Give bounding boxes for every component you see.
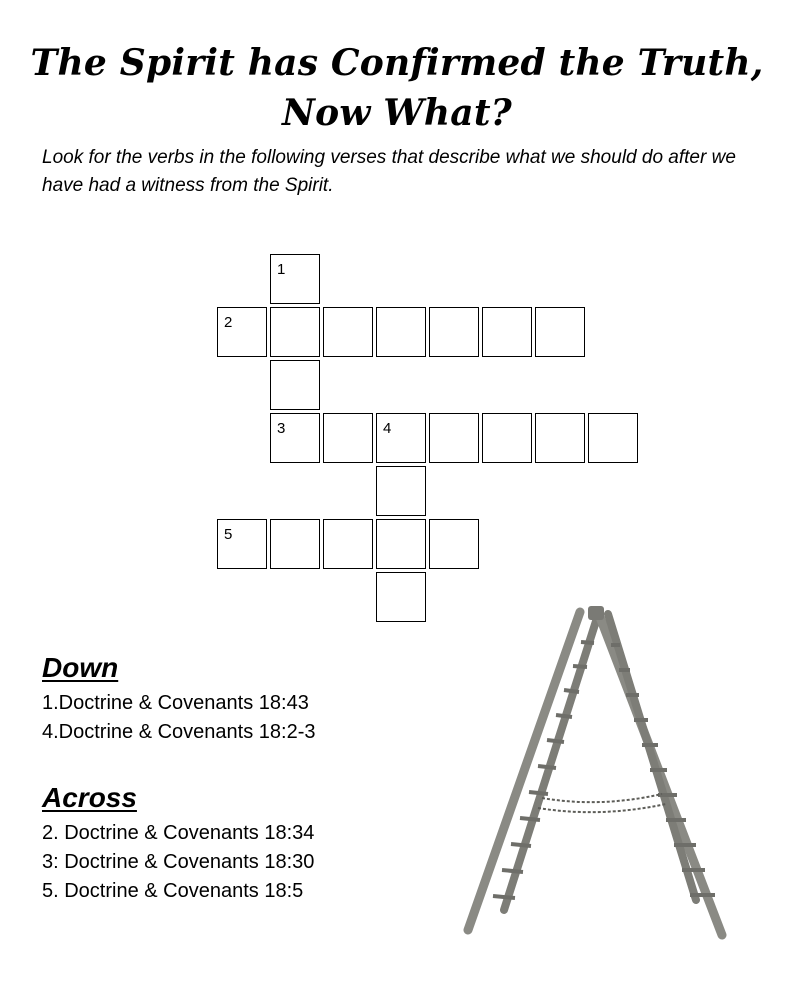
clue-number: 2: [224, 314, 233, 331]
crossword-cell[interactable]: [217, 519, 267, 569]
crossword-cell[interactable]: [376, 307, 426, 357]
crossword-cell[interactable]: [535, 307, 585, 357]
instructions: [42, 144, 762, 200]
crossword-cell[interactable]: [323, 413, 373, 463]
crossword-cell[interactable]: [535, 413, 585, 463]
crossword-cell[interactable]: [588, 413, 638, 463]
crossword-cell[interactable]: [270, 254, 320, 304]
page-title: [0, 38, 794, 138]
title-line-2: Now What?: [282, 92, 512, 134]
crossword-cell[interactable]: [270, 360, 320, 410]
across-clue: 2. Doctrine & Covenants 18:34: [42, 822, 315, 844]
across-heading: Across: [42, 782, 137, 813]
crossword-cell[interactable]: [376, 519, 426, 569]
crossword-cell[interactable]: [429, 413, 479, 463]
crossword-cell[interactable]: [376, 466, 426, 516]
crossword-cell[interactable]: [323, 519, 373, 569]
clue-number: 3: [277, 420, 286, 437]
ladder-hinge: [588, 606, 604, 620]
crossword-cell[interactable]: [482, 307, 532, 357]
crossword-cell[interactable]: [217, 307, 267, 357]
crossword-cell[interactable]: [429, 519, 479, 569]
clue-number: 4: [383, 420, 392, 437]
down-heading: Down: [42, 652, 119, 683]
crossword-cell[interactable]: [482, 413, 532, 463]
ladder-chains: [538, 794, 666, 812]
down-clue: 4.Doctrine & Covenants 18:2-3: [42, 721, 316, 743]
clue-number: 5: [224, 526, 233, 543]
down-clue: 1.Doctrine & Covenants 18:43: [42, 692, 309, 714]
crossword-cell[interactable]: [376, 413, 426, 463]
instructions-line-1: Look for the verbs in the following verses that describe what we should do after we: [42, 147, 736, 168]
across-clue: 3: Doctrine & Covenants 18:30: [42, 851, 315, 873]
crossword-cell[interactable]: [270, 413, 320, 463]
crossword-cell[interactable]: [323, 307, 373, 357]
across-clue: 5. Doctrine & Covenants 18:5: [42, 880, 304, 902]
ladder-left-side: [468, 612, 597, 930]
crossword-cell[interactable]: [270, 519, 320, 569]
clue-number: 1: [277, 261, 286, 278]
ladder-illustration: [460, 600, 740, 945]
crossword-cell[interactable]: [270, 307, 320, 357]
ladder-right-side: [598, 612, 722, 935]
instructions-line-2: have had a witness from the Spirit.: [42, 175, 334, 196]
crossword-cell[interactable]: [429, 307, 479, 357]
title-line-1: The Spirit has Confirmed the Truth,: [30, 42, 764, 84]
crossword-cell[interactable]: [376, 572, 426, 622]
